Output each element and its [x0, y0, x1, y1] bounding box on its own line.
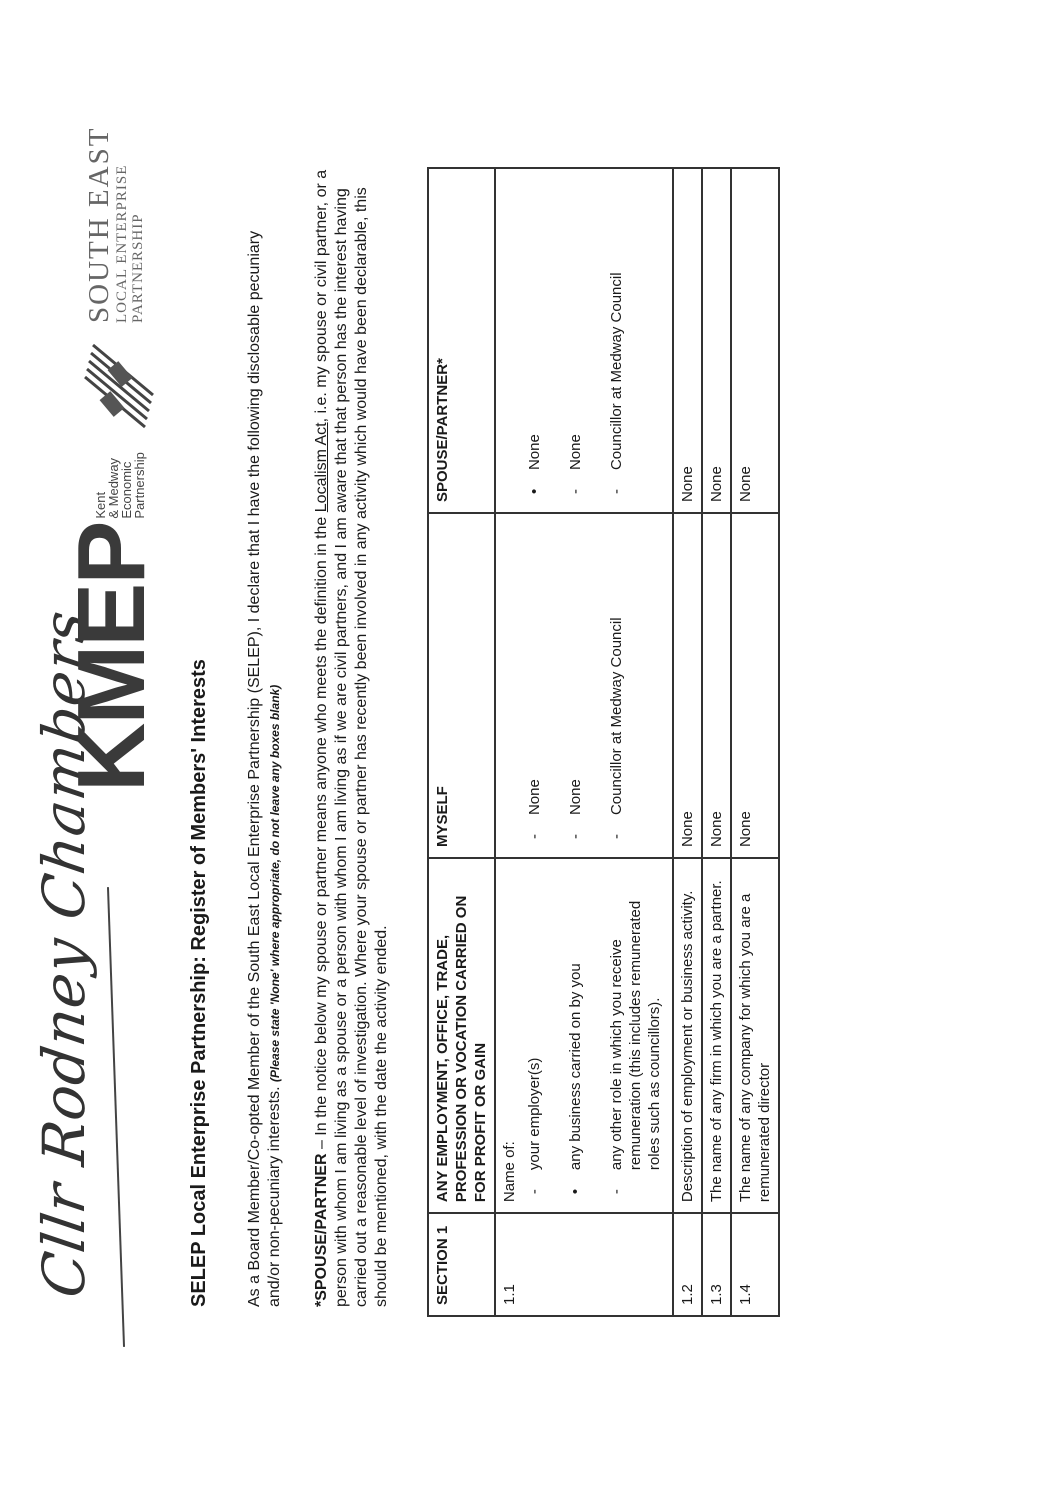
row-description: The name of any company for which you are a remunerated director	[731, 858, 779, 1213]
notice-text-1: – In the notice below my spouse or partner means anyone who meets the definition in the	[313, 512, 330, 1154]
table-row	[702, 168, 731, 1316]
handwritten-signature: Cllr Rodney Chambers	[30, 605, 98, 1302]
list-item: - None	[567, 434, 584, 495]
list-item: - Councillor at Medway Council	[608, 272, 625, 495]
myself-cell	[495, 513, 673, 858]
localism-act-reference: Localism Act	[313, 422, 330, 513]
notice-text-2: , i.e. my spouse or civil partner, or a person with whom I am living as a spouse or a person with whom I am living as if we are civil partners, and I am aware that that person has the interest having carried out a reasonable level of investigation. Where your spouse or partner has recently been involved in any activity which would have been declarable, this should be mentioned, with the date the activity ended.	[313, 169, 390, 1307]
list-item: - None	[526, 779, 543, 840]
declaration-text: As a Board Member/Co-opted Member of the South East Local Enterprise Partnership (SELEP), I declare that I have the following disclosable pecuniary and/or non-pecuniary interests.	[246, 230, 283, 1307]
spouse-cell: None	[702, 168, 731, 513]
row-number: 1.3	[702, 1213, 731, 1316]
row-description: The name of any firm in which you are a partner.	[702, 858, 731, 1213]
table-row	[495, 168, 673, 1316]
document-title: SELEP Local Enterprise Partnership: Register of Members' Interests	[188, 659, 210, 1307]
list-item: - Councillor at Medway Council	[608, 617, 625, 840]
row-lead-text: Name of:	[501, 1141, 518, 1203]
list-item: • None	[526, 434, 543, 495]
myself-cell: None	[673, 513, 702, 858]
table-row	[731, 168, 779, 1316]
row-description: Description of employment or business activity.	[673, 858, 702, 1213]
list-item: - your employer(s)	[526, 1057, 543, 1195]
header-section: SECTION 1	[428, 1213, 495, 1316]
selep-logo	[75, 127, 155, 437]
spouse-partner-notice	[312, 162, 392, 1307]
declaration-intro	[245, 207, 285, 1307]
spouse-cell	[495, 168, 673, 513]
signature-underline	[107, 887, 125, 1347]
row-number: 1.4	[731, 1213, 779, 1316]
selep-logo-mark-icon	[75, 337, 155, 437]
list-item: • any business carried on by you	[567, 963, 584, 1195]
row-number: 1.1	[495, 1213, 673, 1316]
list-item: - None	[567, 779, 584, 840]
row-description	[495, 858, 673, 1213]
kmep-logo-subtitle: Kent & Medway Economic Partnership	[93, 452, 147, 519]
interests-table	[427, 167, 780, 1317]
header-description: ANY EMPLOYMENT, OFFICE, TRADE, PROFESSION OR VOCATION CARRIED ON FOR PROFIT OR GAIN	[428, 858, 495, 1213]
selep-logo-text: SOUTH EAST LOCAL ENTERPRISE PARTNERSHIP	[83, 126, 146, 323]
myself-cell: None	[731, 513, 779, 858]
kmep-logo-word: KMEP	[58, 522, 165, 792]
header-spouse-partner: SPOUSE/PARTNER*	[428, 168, 495, 513]
list-item: - any other role in which you receive remuneration (this includes remunerated roles such as councillors).	[608, 900, 663, 1195]
myself-cell: None	[702, 513, 731, 858]
spouse-cell: None	[673, 168, 702, 513]
table-header-row	[428, 168, 495, 1316]
spouse-cell: None	[731, 168, 779, 513]
declaration-note: (Please state 'None' where appropriate, do not leave any boxes blank)	[268, 684, 282, 1082]
header-myself: MYSELF	[428, 513, 495, 858]
kmep-logo	[58, 452, 165, 792]
notice-label: *SPOUSE/PARTNER	[313, 1153, 330, 1307]
table-row	[673, 168, 702, 1316]
row-number: 1.2	[673, 1213, 702, 1316]
